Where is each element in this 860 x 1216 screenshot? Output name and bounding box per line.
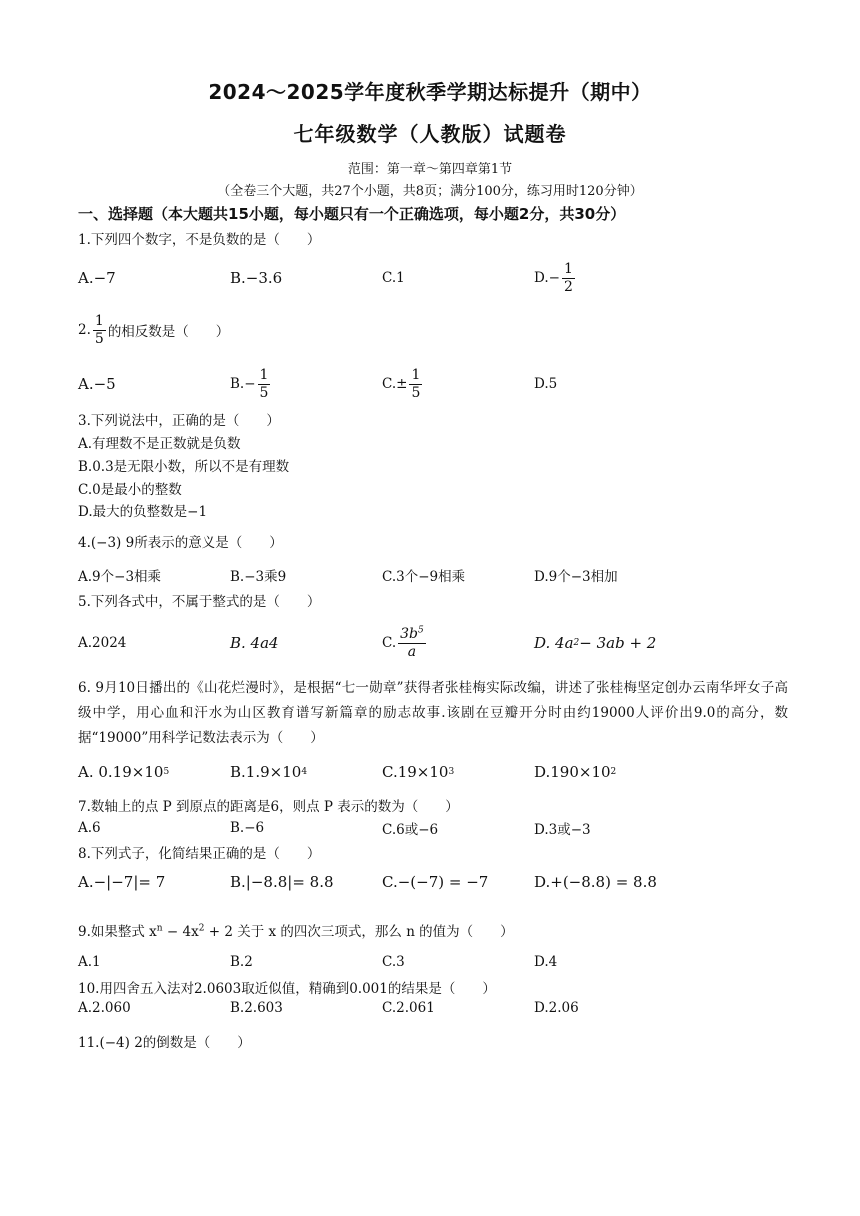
question-2-options xyxy=(78,364,798,404)
option-a: A.−|−7|= 7 xyxy=(78,873,166,891)
fraction xyxy=(409,367,422,400)
question-7-options xyxy=(78,808,798,844)
fraction-numerator: 1 xyxy=(411,367,421,384)
fraction-denominator: 5 xyxy=(259,384,269,401)
option-d-base: D.190×10 xyxy=(534,763,611,781)
fraction-numerator: 1 xyxy=(259,367,269,384)
option-a: A.有理数不是正数就是负数 xyxy=(78,436,241,452)
question-10-stem: 10.用四舍五入法对2.0603取近似值，精确到0.001的结果是（ ） xyxy=(78,981,496,997)
fraction-numerator xyxy=(398,626,426,643)
exam-info: （全卷三个大题，共27个小题，共8页；满分100分，练习用时120分钟） xyxy=(217,184,643,199)
fraction-denominator: a xyxy=(407,643,417,660)
option-c-prefix: C.± xyxy=(382,376,408,392)
question-8-options xyxy=(78,862,798,902)
question-1-stem: 1.下列四个数字，不是负数的是（ ） xyxy=(78,232,321,248)
option-c: C.3个−9相乘 xyxy=(382,569,466,585)
option-b: B.2 xyxy=(230,954,253,970)
question-8-stem: 8.下列式子，化简结果正确的是（ ） xyxy=(78,846,321,862)
option-d: D.190×10 2 xyxy=(534,763,617,781)
option-d: D.4 xyxy=(534,954,558,970)
option-b: B.−3乘9 xyxy=(230,569,287,585)
option-a: A.−7 xyxy=(78,269,116,287)
option-d-prefix: D. 4a xyxy=(534,634,574,652)
question-9-middle: − 4x xyxy=(162,924,199,940)
option-d: D.3或−3 xyxy=(534,822,591,838)
option-d: D.9个−3相加 xyxy=(534,569,618,585)
option-d xyxy=(534,258,577,298)
option-c: C.1 xyxy=(382,270,405,286)
option-a: A.2024 xyxy=(78,635,127,651)
question-6-options xyxy=(78,752,798,792)
option-c: C.3 xyxy=(382,954,405,970)
fraction-numerator: 1 xyxy=(563,261,573,278)
question-4-options xyxy=(78,555,798,595)
exam-subtitle: 七年级数学（人教版）试题卷 xyxy=(293,122,567,146)
option-c: C.2.061 xyxy=(382,1000,435,1016)
fraction xyxy=(562,261,575,294)
option-b-prefix: B.− xyxy=(230,376,256,392)
question-4-stem: 4.(−3) 9所表示的意义是（ ） xyxy=(78,535,283,551)
option-c xyxy=(382,364,424,404)
option-d: D.最大的负整数是−1 xyxy=(78,504,208,520)
option-c-base: C.19×10 xyxy=(382,763,449,781)
question-9-exponent-2: 2 xyxy=(198,923,205,934)
fraction xyxy=(258,367,271,400)
question-11-stem: 11.(−4) 2的倒数是（ ） xyxy=(78,1035,251,1051)
option-b-base: B.1.9×10 xyxy=(230,763,302,781)
fraction xyxy=(398,626,426,659)
option-b: B.−3.6 xyxy=(230,269,283,287)
option-b xyxy=(230,364,272,404)
option-d-prefix: D.− xyxy=(534,270,560,286)
option-a: A.9个−3相乘 xyxy=(78,569,162,585)
option-a: A.1 xyxy=(78,954,101,970)
numerator-exponent: 5 xyxy=(418,625,424,636)
question-9-options xyxy=(78,942,798,978)
option-d: D.2.06 xyxy=(534,1000,579,1016)
option-c: C.0是最小的整数 xyxy=(78,482,182,498)
question-9-suffix: + 2 关于 x 的四次三项式，那么 n 的值为（ ） xyxy=(204,924,514,940)
question-9-exponent-n: n xyxy=(156,923,163,934)
fraction xyxy=(93,313,106,346)
question-3-stem: 3.下列说法中，正确的是（ ） xyxy=(78,413,280,429)
exam-title: 2024～2025学年度秋季学期达标提升（期中） xyxy=(208,80,652,104)
option-c: C.19×10 3 xyxy=(382,763,455,781)
option-a: A.6 xyxy=(78,820,101,836)
option-d: D.+(−8.8) = 8.8 xyxy=(534,873,657,891)
fraction-denominator: 2 xyxy=(563,278,573,295)
option-b: B.2.603 xyxy=(230,1000,283,1016)
option-b: B. 4a4 xyxy=(230,634,279,652)
question-9-stem xyxy=(78,920,514,940)
question-2-text xyxy=(78,310,229,350)
option-a: A.−5 xyxy=(78,375,116,393)
option-d: D. 4a 2 − 3ab + 2 xyxy=(534,634,657,652)
option-b: B.1.9×10 4 xyxy=(230,763,308,781)
question-1-options xyxy=(78,258,798,298)
option-a-base: A. 0.19×10 xyxy=(78,763,164,781)
option-d: D.5 xyxy=(534,376,558,392)
section-heading: 一、选择题（本大题共15小题，每小题只有一个正确选项，每小题2分，共30分） xyxy=(78,205,626,223)
option-a: A.2.060 xyxy=(78,1000,131,1016)
question-7-stem: 7.数轴上的点 P 到原点的距离是6，则点 P 表示的数为（ ） xyxy=(78,799,459,815)
question-10-options xyxy=(78,988,798,1024)
option-b: B.|−8.8|= 8.8 xyxy=(230,873,334,891)
question-2-suffix: 的相反数是（ ） xyxy=(107,324,230,340)
question-5-stem: 5.下列各式中，不属于整式的是（ ） xyxy=(78,594,321,610)
question-6-stem: 6. 9月10日播出的《山花烂漫时》，是根据“七一勋章”获得者张桂梅实际改编，讲述了张桂梅坚定创办云南华坪女子高级中学，用心血和汗水为山区教育谱写新篇章的励志故事.该剧在豆瓣开分时由约19000人评价出9.0的高分，数据“19000”用科学记数法表示为（ ） xyxy=(78,680,788,746)
option-c xyxy=(382,623,428,663)
option-c: C.6或−6 xyxy=(382,822,439,838)
option-b: B.−6 xyxy=(230,820,265,836)
question-9-prefix: 9.如果整式 x xyxy=(78,924,157,940)
option-c-prefix: C. xyxy=(382,635,397,651)
option-d-suffix: − 3ab + 2 xyxy=(579,634,657,652)
fraction-denominator: 5 xyxy=(94,330,104,347)
option-b: B.0.3是无限小数，所以不是有理数 xyxy=(78,459,290,475)
option-c: C.−(−7) = −7 xyxy=(382,873,489,891)
question-2-stem xyxy=(78,310,798,350)
fraction-denominator: 5 xyxy=(411,384,421,401)
question-5-options xyxy=(78,623,798,663)
exam-range: 范围：第一章～第四章第1节 xyxy=(347,162,513,177)
option-a: A. 0.19×10 5 xyxy=(78,763,170,781)
numerator-base: 3b xyxy=(400,626,419,643)
fraction-numerator: 1 xyxy=(94,313,104,330)
question-2-number: 2. xyxy=(78,322,91,338)
